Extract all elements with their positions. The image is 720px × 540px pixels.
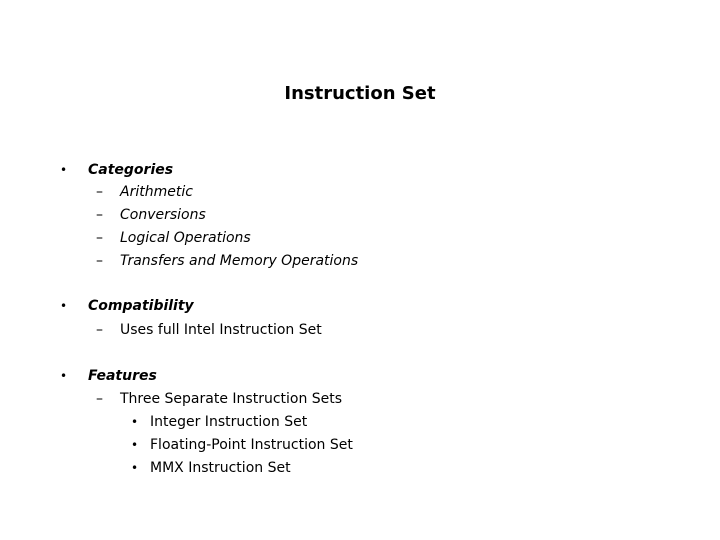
- dash-icon: –: [96, 184, 103, 200]
- list-item: Integer Instruction Set: [150, 414, 308, 430]
- list-item: Uses full Intel Instruction Set: [120, 322, 322, 338]
- list-item: Arithmetic: [120, 184, 193, 200]
- bullet-icon: •: [131, 461, 139, 475]
- dash-icon: –: [96, 391, 103, 407]
- dash-icon: –: [96, 253, 103, 269]
- list-item: Conversions: [120, 207, 206, 223]
- bullet-icon: •: [60, 369, 68, 383]
- list-item: Floating-Point Instruction Set: [150, 437, 353, 453]
- list-item: Three Separate Instruction Sets: [120, 391, 343, 407]
- list-item: Transfers and Memory Operations: [120, 253, 359, 269]
- bullet-icon: •: [131, 438, 139, 452]
- bullet-icon: •: [60, 299, 68, 313]
- bullet-icon: •: [131, 415, 139, 429]
- dash-icon: –: [96, 230, 103, 246]
- dash-icon: –: [96, 207, 103, 223]
- list-item: MMX Instruction Set: [150, 460, 291, 476]
- list-item: Logical Operations: [120, 230, 251, 246]
- dash-icon: –: [96, 322, 103, 338]
- section-heading-categories: Categories: [88, 162, 174, 178]
- section-heading-features: Features: [88, 368, 157, 384]
- section-heading-compatibility: Compatibility: [88, 298, 194, 314]
- bullet-icon: •: [60, 163, 68, 177]
- slide-title: Instruction Set: [284, 83, 436, 104]
